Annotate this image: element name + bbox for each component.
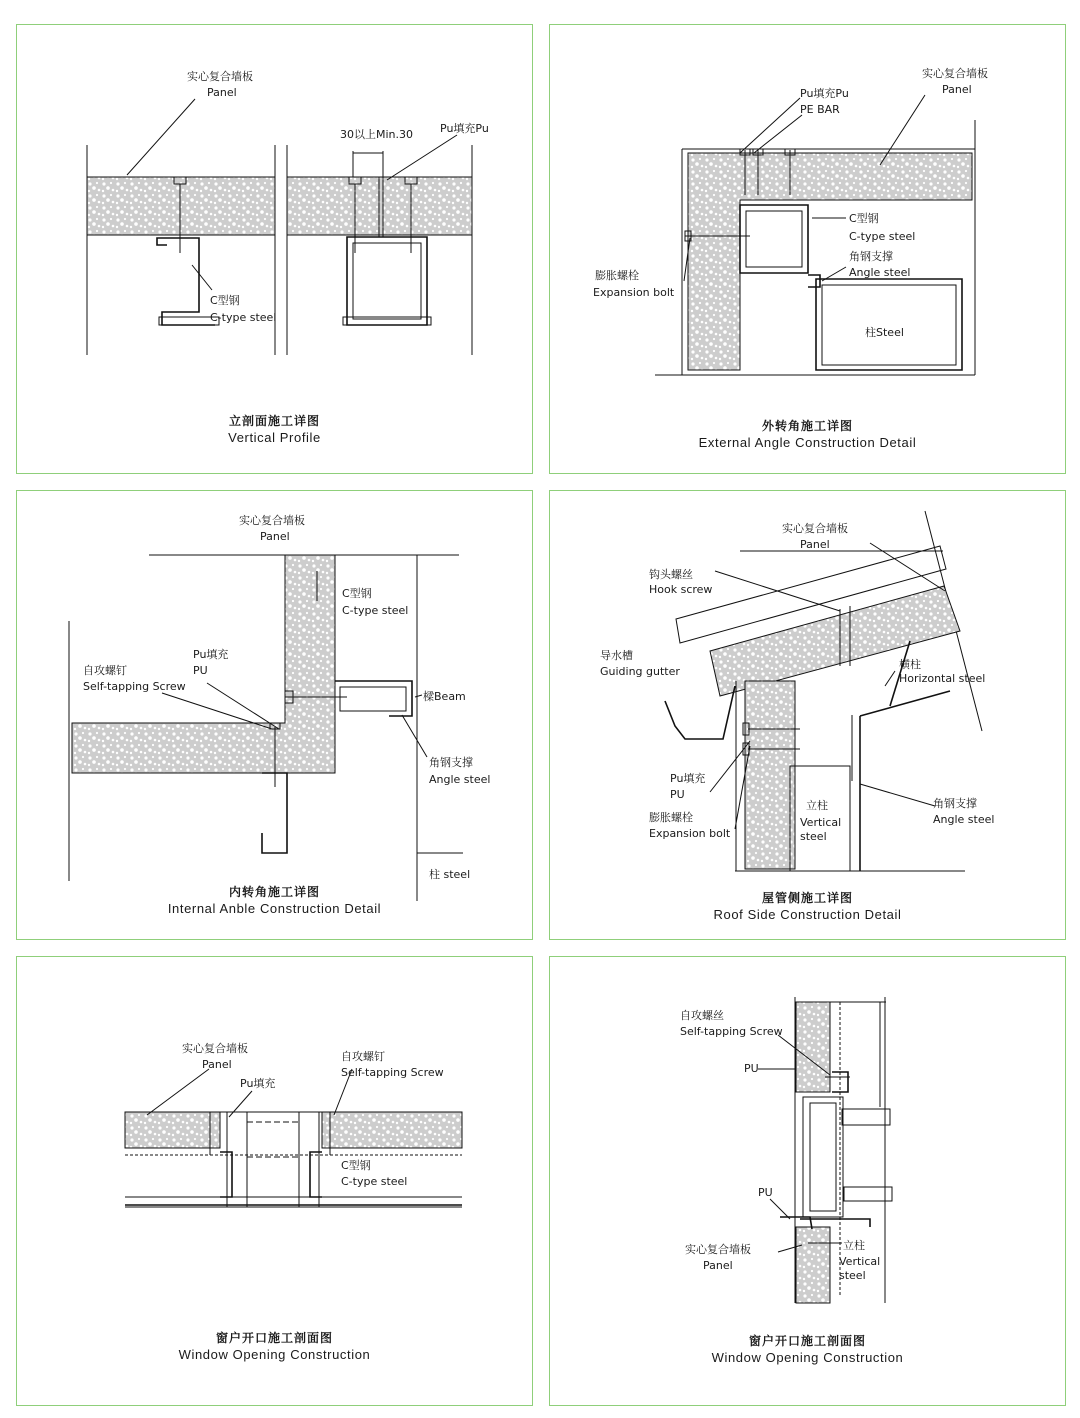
label-panel-zh: 实心复合墙板 xyxy=(182,1042,248,1055)
label-panel-zh: 实心复合墙板 xyxy=(239,514,305,527)
label-pu-zh: Pu填充 xyxy=(193,648,229,661)
label-screw-zh: 自攻螺钉 xyxy=(341,1050,385,1063)
label-column: 柱Steel xyxy=(865,326,904,339)
label-c-steel-en: C-type steel xyxy=(210,311,277,324)
label-panel-en: Panel xyxy=(800,538,830,551)
label-horizontal-zh: 横柱 xyxy=(899,658,921,671)
label-pe-bar: PE BAR xyxy=(800,103,840,116)
label-vertical-en2: steel xyxy=(839,1269,866,1282)
panel-roof-side xyxy=(549,490,1066,940)
caption-zh: 屋管侧施工详图 xyxy=(761,891,853,905)
label-panel-zh: 实心复合墙板 xyxy=(922,67,988,80)
label-angle-zh: 角钢支撑 xyxy=(849,250,893,263)
foam-left xyxy=(125,1112,220,1148)
label-pu-fill: Pu填充 xyxy=(240,1077,276,1090)
label-c-steel-zh: C型钢 xyxy=(341,1159,371,1172)
label-panel-en: Panel xyxy=(260,530,290,543)
label-beam: 樑Beam xyxy=(423,690,466,703)
label-panel-en: Panel xyxy=(207,86,237,99)
label-column: 柱 steel xyxy=(429,868,471,881)
label-hook-en: Hook screw xyxy=(649,583,713,596)
label-screw-en: Self-tapping Screw xyxy=(341,1066,444,1079)
foam-bottom xyxy=(796,1227,830,1303)
label-vertical-zh: 立柱 xyxy=(843,1239,865,1252)
caption-en: Window Opening Construction xyxy=(711,1350,904,1365)
label-panel-en: Panel xyxy=(703,1259,733,1272)
foam-top xyxy=(796,1002,830,1092)
caption-en: Vertical Profile xyxy=(228,430,321,445)
label-bolt-zh: 膨胀螺栓 xyxy=(649,811,693,824)
panel-external-angle xyxy=(549,24,1066,474)
caption-zh: 窗户开口施工剖面图 xyxy=(748,1334,866,1348)
label-c-steel-en: C-type steel xyxy=(341,1175,408,1188)
panel-window-opening-2 xyxy=(549,956,1066,1406)
label-screw-en: Self-tapping Screw xyxy=(680,1025,783,1038)
label-vertical-en1: Vertical xyxy=(800,816,842,829)
caption-en: Roof Side Construction Detail xyxy=(713,907,902,922)
label-screw-en: Self-tapping Screw xyxy=(83,680,186,693)
label-gutter-zh: 导水槽 xyxy=(600,649,633,662)
label-vertical-zh: 立柱 xyxy=(806,799,828,812)
caption-zh: 外转角施工详图 xyxy=(761,419,853,433)
label-angle-zh: 角钢支撑 xyxy=(429,756,473,769)
label-angle-en: Angle steel xyxy=(429,773,491,786)
caption-en: External Angle Construction Detail xyxy=(698,435,917,450)
panel-internal-angle xyxy=(16,490,533,940)
roof-side-drawing xyxy=(550,491,1067,941)
panel-vertical-profile xyxy=(16,24,533,474)
vertical-profile-drawing xyxy=(17,25,534,475)
label-pu-mid: PU xyxy=(758,1186,773,1199)
label-pu-fill: Pu填充Pu xyxy=(440,122,489,135)
label-screw-zh: 自攻螺丝 xyxy=(680,1009,724,1022)
label-bolt-zh: 膨胀螺栓 xyxy=(595,269,639,282)
label-panel-en: Panel xyxy=(202,1058,232,1071)
label-panel-zh: 实心复合墙板 xyxy=(187,70,253,83)
caption-zh: 立剖面施工详图 xyxy=(228,414,320,428)
label-min-spacing: 30以上Min.30 xyxy=(340,128,414,141)
external-angle-drawing xyxy=(550,25,1067,475)
panel-block-left xyxy=(87,177,275,235)
internal-angle-drawing xyxy=(17,491,534,941)
caption-en: Window Opening Construction xyxy=(178,1347,371,1362)
foam-right xyxy=(322,1112,462,1148)
label-c-steel-en: C-type steel xyxy=(849,230,916,243)
label-c-steel-zh: C型钢 xyxy=(210,294,240,307)
label-hook-zh: 钩头螺丝 xyxy=(649,568,693,581)
label-vertical-en1: Vertical xyxy=(839,1255,881,1268)
label-c-steel-zh: C型钢 xyxy=(342,587,372,600)
label-angle-en: Angle steel xyxy=(933,813,995,826)
label-gutter-en: Guiding gutter xyxy=(600,665,680,678)
label-angle-en: Angle steel xyxy=(849,266,911,279)
label-pu-zh: Pu填充 xyxy=(670,772,706,785)
label-screw-zh: 自攻螺钉 xyxy=(83,664,127,677)
label-vertical-en2: steel xyxy=(800,830,827,843)
label-angle-zh: 角钢支撑 xyxy=(933,797,977,810)
caption-en: Internal Anble Construction Detail xyxy=(167,901,382,916)
label-bolt-en: Expansion bolt xyxy=(649,827,731,840)
label-bolt-en: Expansion bolt xyxy=(593,286,675,299)
label-panel-zh: 实心复合墙板 xyxy=(782,522,848,535)
label-horizontal-en: Horizontal steel xyxy=(899,672,986,685)
caption-zh: 内转角施工详图 xyxy=(228,885,320,899)
label-panel-en: Panel xyxy=(942,83,972,96)
label-pu-fill: Pu填充Pu xyxy=(800,87,849,100)
label-panel-zh: 实心复合墙板 xyxy=(685,1243,751,1256)
caption-zh: 窗户开口施工剖面图 xyxy=(215,1331,333,1345)
foam-wall xyxy=(745,681,795,869)
label-pu-en: PU xyxy=(670,788,685,801)
label-c-steel-en: C-type steel xyxy=(342,604,409,617)
label-c-steel-zh: C型钢 xyxy=(849,212,879,225)
foam-corner xyxy=(688,153,972,370)
panel-window-opening-1 xyxy=(16,956,533,1406)
label-pu-top: PU xyxy=(744,1062,759,1075)
label-pu-en: PU xyxy=(193,664,208,677)
